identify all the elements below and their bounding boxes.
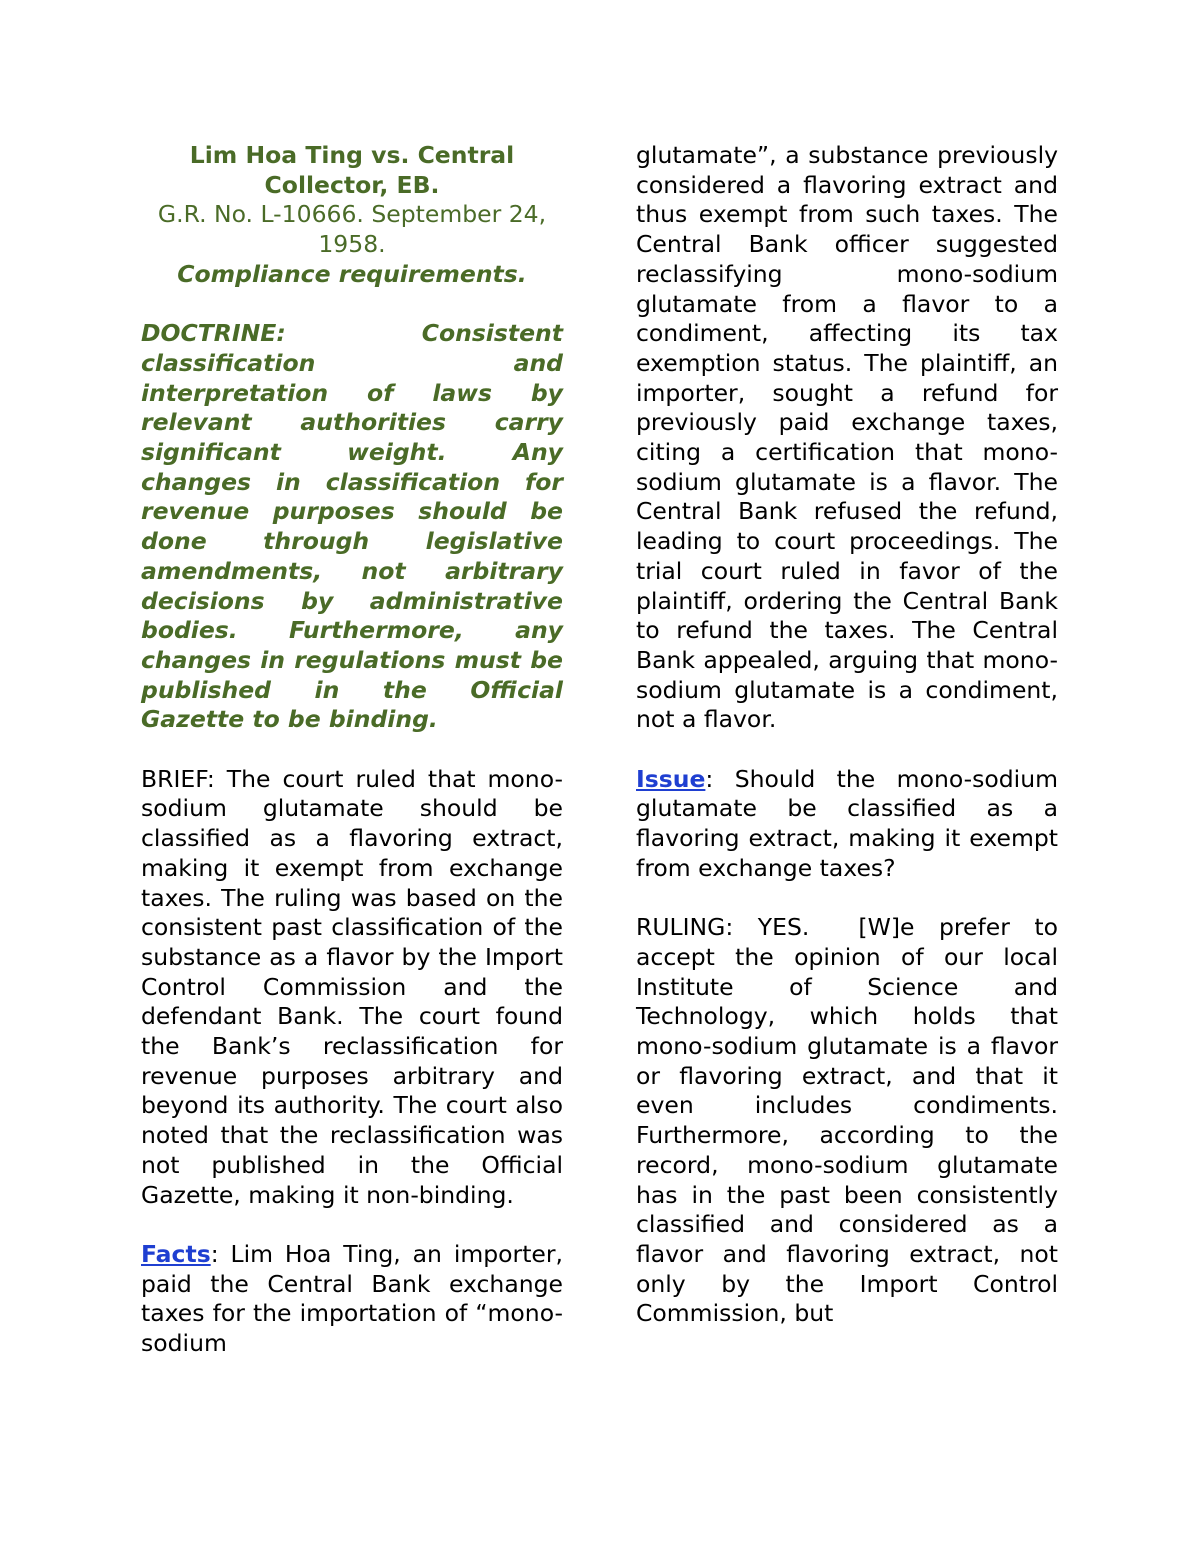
facts-continued-paragraph bbox=[636, 141, 1058, 735]
ruling-label: RULING: YES. bbox=[636, 913, 810, 942]
doctrine-label: DOCTRINE: bbox=[141, 319, 286, 348]
case-topic: Compliance requirements. bbox=[177, 259, 527, 288]
brief-paragraph bbox=[141, 765, 563, 1211]
facts-paragraph: Facts: Lim Hoa Ting, an importer, paid the Central Bank exchange taxes for the importation of “mono-sodium bbox=[141, 1239, 564, 1358]
doctrine-text: Consistent classification and interpretation of laws by relevant authorities carry significant weight. Any changes in classification for revenue purposes should be done through legislative amendments, not arbitrary decisions by administrative bodies. Furthermore, any changes in regulations must be published in the Official Gazette to be binding. bbox=[141, 319, 563, 734]
issue-text: Should the mono-sodium glutamate be classified as a flavoring extract, making it exempt from exchange taxes? bbox=[636, 764, 1058, 882]
facts-heading: Facts bbox=[141, 1239, 211, 1268]
left-column bbox=[141, 141, 563, 1359]
case-title: Lim Hoa Ting vs. Central Collector, EB. bbox=[189, 141, 515, 199]
ruling-paragraph bbox=[636, 913, 1058, 1329]
facts-text-part1: Lim Hoa Ting, an importer, paid the Central Bank exchange taxes for the importation of “mono-sodium bbox=[141, 1239, 564, 1358]
brief-text: The court ruled that mono-sodium glutamate should be classified as a flavoring extract, making it exempt from exchange taxes. The ruling was based on the consistent past classification of the substance as a flavor by the Import Control Commission and the defendant Bank. The court found the Bank’s reclassification for revenue purposes arbitrary and beyond its authority. The court also noted that the reclassification was not published in the Official Gazette, making it non-binding. bbox=[141, 764, 563, 1209]
ruling-text: [W]e prefer to accept the opinion of our local Institute of Science and Technology, which holds that mono-sodium glutamate is a flavor or flavoring extract, and that it even includes condiments. Furthermore, according to the record, mono-sodium glutamate has in the past been consistently classified and considered as a flavor and flavoring extract, not only by the Import Control Commission, but bbox=[636, 913, 1058, 1328]
issue-heading: Issue bbox=[636, 764, 706, 793]
facts-text-part2: glutamate”, a substance previously considered a flavoring extract and thus exempt from such taxes. The Central Bank officer suggested reclassifying mono-sodium glutamate from a flavor to a condiment, affecting its tax exemption status. The plaintiff, an importer, sought a refund for previously paid exchange taxes, citing a certification that mono-sodium glutamate is a flavor. The Central Bank refused the refund, leading to court proceedings. The trial court ruled in favor of the plaintiff, ordering the Central Bank to refund the taxes. The Central Bank appealed, arguing that mono-sodium glutamate is a condiment, not a flavor. bbox=[636, 141, 1058, 734]
doctrine-paragraph bbox=[141, 319, 563, 735]
case-gr-number: G.R. No. L-10666. September 24, 1958. bbox=[157, 200, 547, 259]
right-column bbox=[636, 141, 1058, 1329]
issue-paragraph: Issue: Should the mono-sodium glutamate be classified as a flavoring extract, making it exempt from exchange taxes? bbox=[636, 764, 1058, 882]
brief-label: BRIEF: bbox=[141, 764, 215, 793]
